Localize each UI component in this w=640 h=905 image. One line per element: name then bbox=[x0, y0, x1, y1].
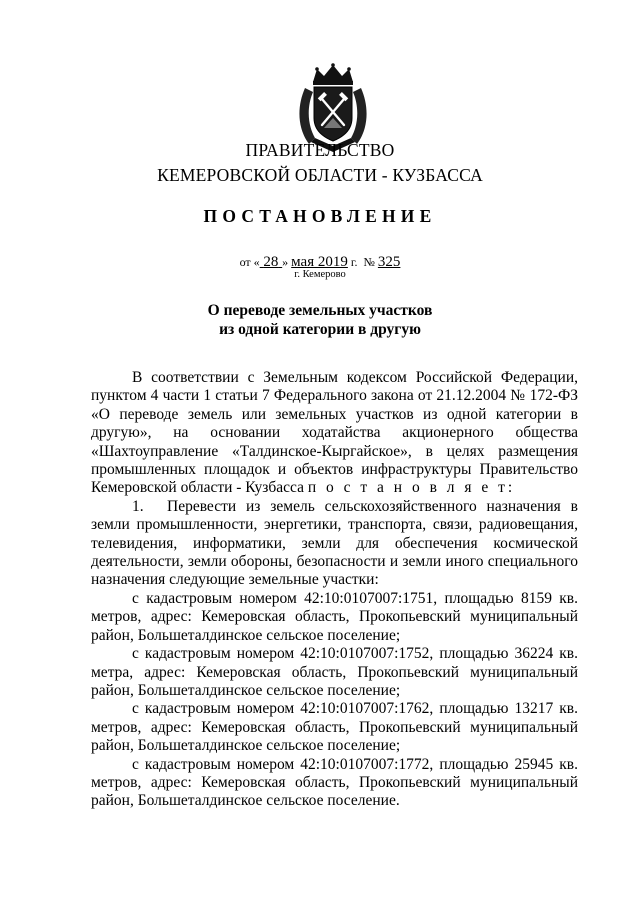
issue-city: г. Кемерово bbox=[294, 269, 346, 280]
preamble-text: В соответствии с Земельным кодексом Российской Федерации, пунктом 4 части 1 статьи 7 Федерального закона от 21.12.2004 № 172-ФЗ «О переводе земель или земельных участков из одной категории в другую», на основании ходатайства акционерного общества «Шахтоуправление «Талдинское-Кыргайское», в целях размещения промышленных площадок и объектов инфраструктуры Правительство Кемеровской области - Кузбасса bbox=[91, 369, 578, 497]
document-body bbox=[91, 369, 578, 811]
resolves-word: п о с т а н о в л я е т: bbox=[307, 479, 516, 497]
document-subject bbox=[0, 301, 640, 339]
date-year-suffix: г. bbox=[350, 255, 358, 269]
government-name-line-1: ПРАВИТЕЛЬСТВО bbox=[245, 140, 395, 160]
document-number: 325 bbox=[377, 254, 401, 270]
item-1-paragraph bbox=[91, 498, 578, 590]
plot-paragraph: с кадастровым номером 42:10:0107007:1772, площадью 25945 кв. метров, адрес: Кемеровская область, Прокопьевский муниципальный район, Большеталдинское сельское поселение. bbox=[91, 755, 578, 810]
document-type-title: ПОСТАНОВЛЕНИЕ bbox=[203, 206, 437, 226]
plot-paragraph: с кадастровым номером 42:10:0107007:1752, площадью 36224 кв. метра, адрес: Кемеровская область, Прокопьевский муниципальный район, Большеталдинское сельское поселение; bbox=[91, 645, 578, 699]
plot-paragraph: с кадастровым номером 42:10:0107007:1762, площадью 13217 кв. метров, адрес: Кемеровская область, Прокопьевский муниципальный район, Большеталдинское сельское поселение; bbox=[91, 700, 578, 755]
subject-line-1: О переводе земельных участков bbox=[207, 302, 433, 319]
government-name-line-2: КЕМЕРОВСКОЙ ОБЛАСТИ - КУЗБАССА bbox=[157, 165, 483, 185]
date-prefix: от « bbox=[239, 255, 260, 269]
number-label: № bbox=[363, 255, 375, 269]
item-1-text: Перевести из земель сельскохозяйственного назначения в земли промышленности, энергетики, транспорта, связи, радиовещания, телевидения, информатики, земли для обеспечения космической деятельности, земли обороны, безопасности и земли иного специального назначения следующие земельные участки: bbox=[91, 497, 578, 589]
date-month-year: мая 2019 bbox=[291, 254, 348, 270]
item-1-number: 1. bbox=[132, 497, 144, 515]
date-day: 28 bbox=[263, 254, 279, 270]
subject-line-2: из одной категории в другую bbox=[219, 321, 421, 338]
preamble-paragraph bbox=[91, 369, 578, 498]
plot-paragraph: с кадастровым номером 42:10:0107007:1751, площадью 8159 кв. метров, адрес: Кемеровская область, Прокопьевский муниципальный район, Большеталдинское сельское поселение; bbox=[91, 589, 578, 644]
date-day-close: » bbox=[282, 255, 289, 269]
